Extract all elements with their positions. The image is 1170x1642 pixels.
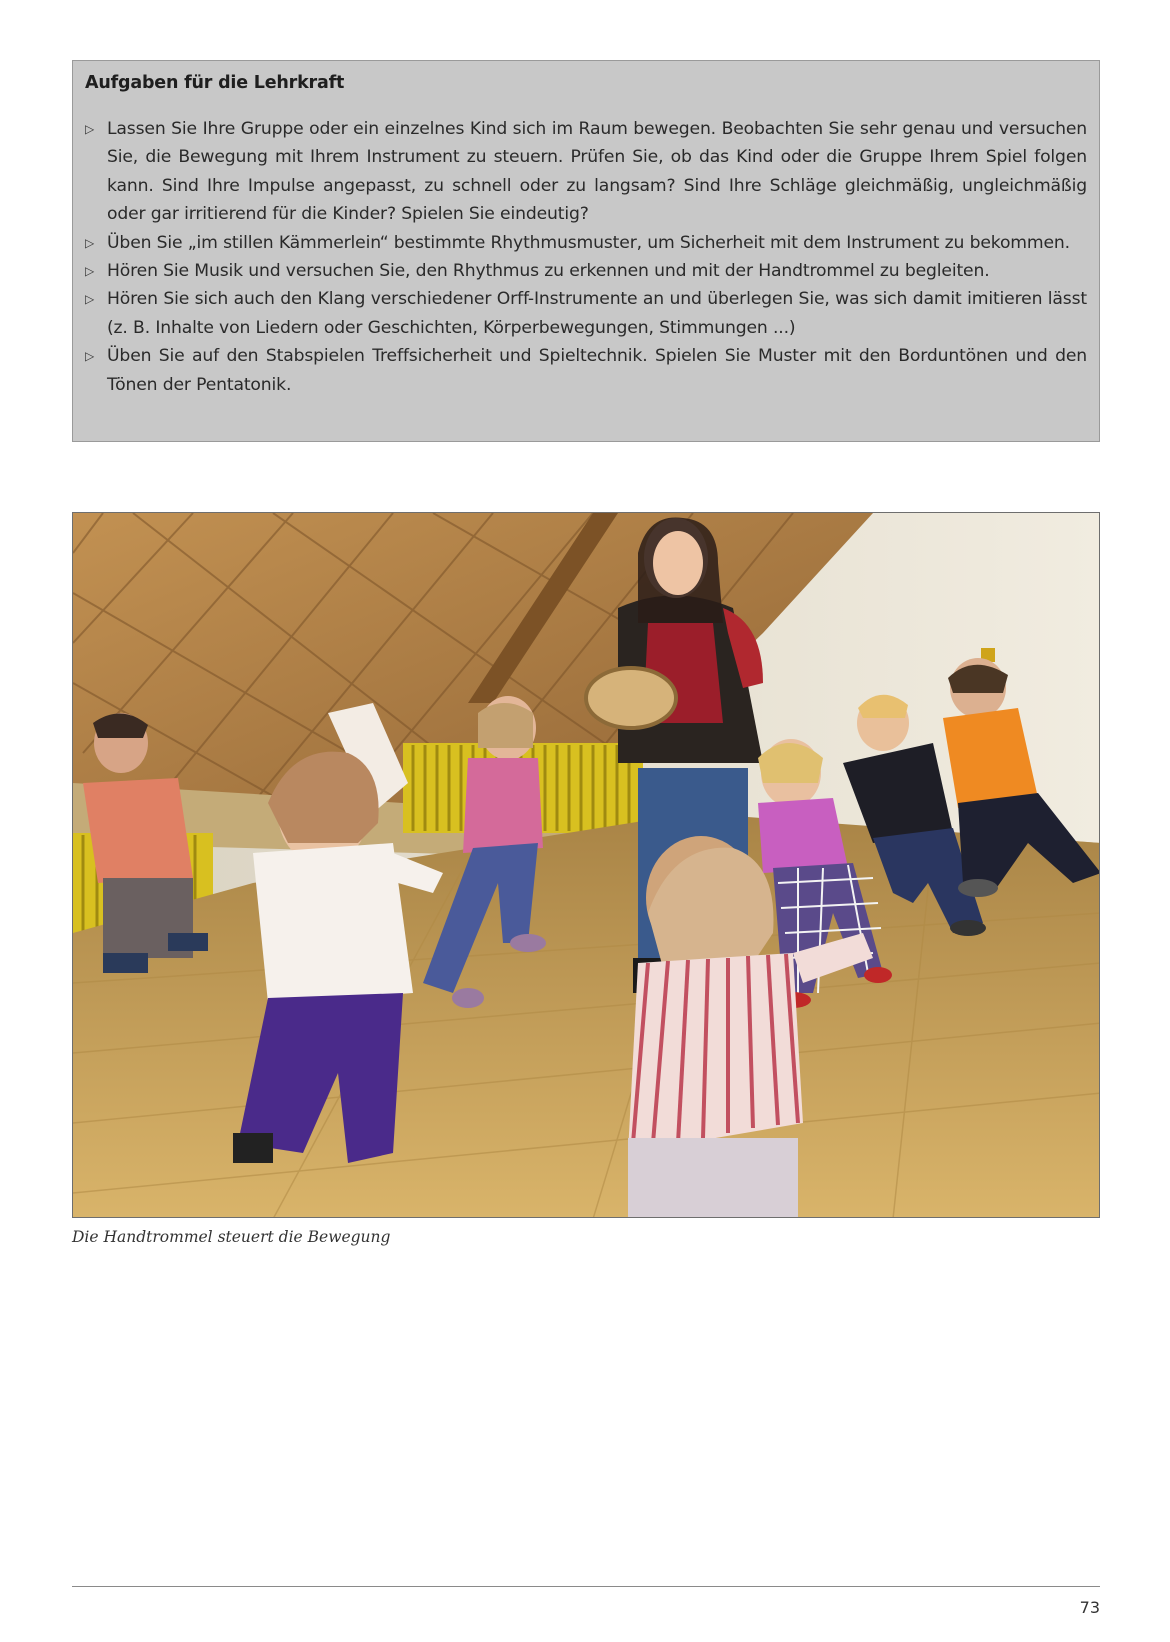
triangle-bullet-icon: ▷ [85,292,95,307]
footer-divider [72,1586,1100,1587]
triangle-bullet-icon: ▷ [85,122,95,136]
list-item [85,115,1087,229]
list-item [85,285,1087,342]
list-item [85,229,1087,257]
classroom-photo [72,512,1100,1218]
list-item-text: Üben Sie „im stillen Kämmerlein“ bestimmte Rhythmusmuster, um Sicherheit mit dem Instrument zu bekommen. [107,232,1070,253]
photo-caption: Die Handtrommel steuert die Bewegung [72,1228,391,1246]
classroom-photo-illustration [73,513,1100,1218]
list-item [85,342,1087,399]
triangle-bullet-icon: ▷ [85,235,95,250]
teacher-tasks-title: Aufgaben für die Lehrkraft [85,73,345,93]
teacher-tasks-list [85,115,1087,399]
list-item-text: Üben Sie auf den Stabspielen Treffsicherheit und Spieltechnik. Spielen Sie Muster mit den Borduntönen und den Tönen der Pentatonik. [107,346,1087,395]
triangle-bullet-icon: ▷ [85,349,95,364]
list-item [85,257,1087,285]
list-item-text: Hören Sie sich auch den Klang verschiedener Orff-Instrumente an und überlegen Sie, was sich damit imitieren lässt (z. B. Inhalte von Liedern oder Geschichten, Körperbewegungen, Stimmungen ...) [107,289,1087,338]
list-item-text: Hören Sie Musik und versuchen Sie, den Rhythmus zu erkennen und mit der Handtrommel zu begleiten. [107,261,990,282]
triangle-bullet-icon: ▷ [85,264,95,279]
page-number: 73 [1079,1598,1100,1617]
list-item-text: Lassen Sie Ihre Gruppe oder ein einzelnes Kind sich im Raum bewegen. Beobachten Sie sehr genau und versuchen Sie, die Bewegung mit Ihrem Instrument zu steuern. Prüfen Sie, ob das Kind oder die Gruppe Ihrem Spiel folgen kann. Sind Ihre Impulse angepasst, zu schnell oder zu langsam? Sind Ihre Schläge gleichmäßig, ungleichmäßig oder gar irritierend für die Kinder? Spielen Sie eindeutig? [107,119,1087,225]
teacher-tasks-box [72,60,1100,442]
